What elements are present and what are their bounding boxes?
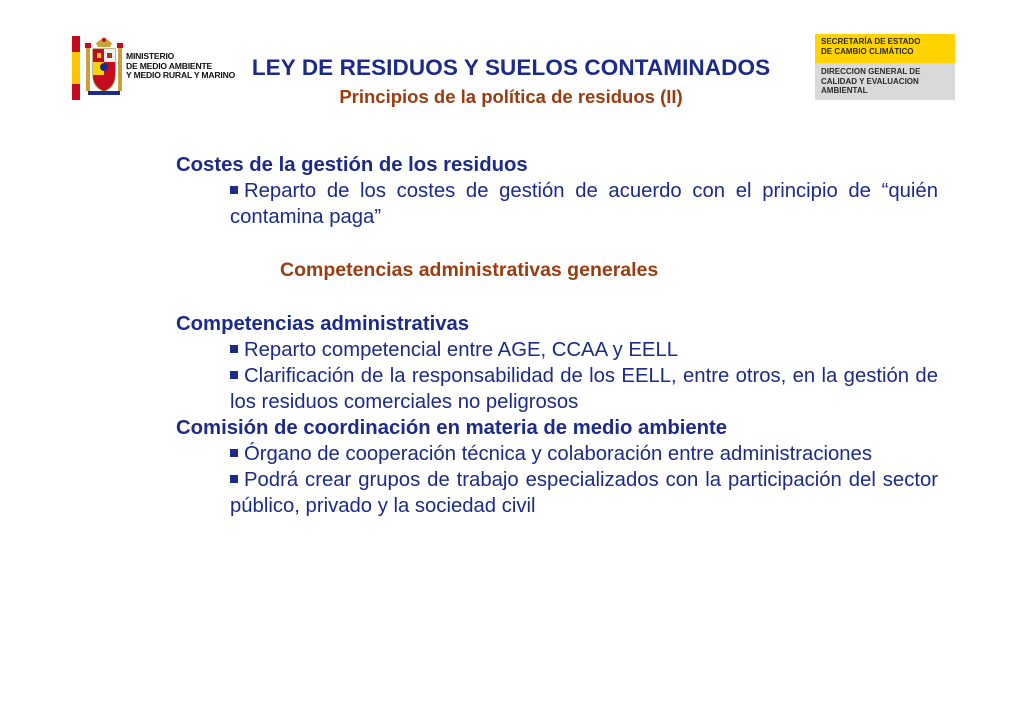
square-bullet-icon xyxy=(230,186,238,194)
agency-directorate xyxy=(815,63,955,100)
list-item xyxy=(230,337,938,363)
ministry-line-3: Y MEDIO RURAL Y MARINO xyxy=(126,70,236,81)
slide-content xyxy=(176,152,938,519)
flag-bar xyxy=(72,36,80,100)
page-title: LEY DE RESIDUOS Y SUELOS CONTAMINADOS xyxy=(251,55,771,80)
agency-bottom-line-3: AMBIENTAL xyxy=(821,86,868,95)
coat-of-arms-icon xyxy=(84,35,124,101)
agency-secretariat xyxy=(815,34,955,63)
ministry-line-1: MINISTERIO xyxy=(126,51,175,61)
square-bullet-icon xyxy=(230,345,238,353)
agency-box xyxy=(815,34,955,100)
list-item-text: Órgano de cooperación técnica y colaboración entre administraciones xyxy=(244,443,872,465)
list-item xyxy=(230,363,938,415)
list-item-text: Podrá crear grupos de trabajo especializados con la participación del sector público, privado y la sociedad civil xyxy=(230,469,938,517)
agency-top-line-2: DE CAMBIO CLIMÁTICO xyxy=(821,47,914,56)
list-item xyxy=(230,441,938,467)
list-item xyxy=(230,467,938,519)
ministry-line-2: DE MEDIO AMBIENTE xyxy=(126,60,213,71)
page-subtitle: Principios de la política de residuos (II) xyxy=(339,86,683,107)
list-item-text: Clarificación de la responsabilidad de los EELL, entre otros, en la gestión de los residuos comerciales no peligrosos xyxy=(230,365,938,413)
list-item-text: Reparto competencial entre AGE, CCAA y EELL xyxy=(244,339,679,361)
agency-bottom-line-2: CALIDAD Y EVALUACION xyxy=(821,76,919,86)
section-heading-competencias: Competencias administrativas xyxy=(176,313,470,335)
list-item xyxy=(230,178,938,230)
section-heading-comision: Comisión de coordinación en materia de medio ambiente xyxy=(176,417,728,439)
section-heading-costes: Costes de la gestión de los residuos xyxy=(176,154,528,176)
center-heading: Competencias administrativas generales xyxy=(280,259,659,281)
square-bullet-icon xyxy=(230,449,238,457)
agency-top-line-1: SECRETARÍA DE ESTADO xyxy=(821,37,921,46)
square-bullet-icon xyxy=(230,371,238,379)
list-item-text: Reparto de los costes de gestión de acuerdo con el principio de “quién contamina paga” xyxy=(230,180,938,228)
square-bullet-icon xyxy=(230,475,238,483)
agency-bottom-line-1: DIRECCION GENERAL DE xyxy=(821,67,921,76)
